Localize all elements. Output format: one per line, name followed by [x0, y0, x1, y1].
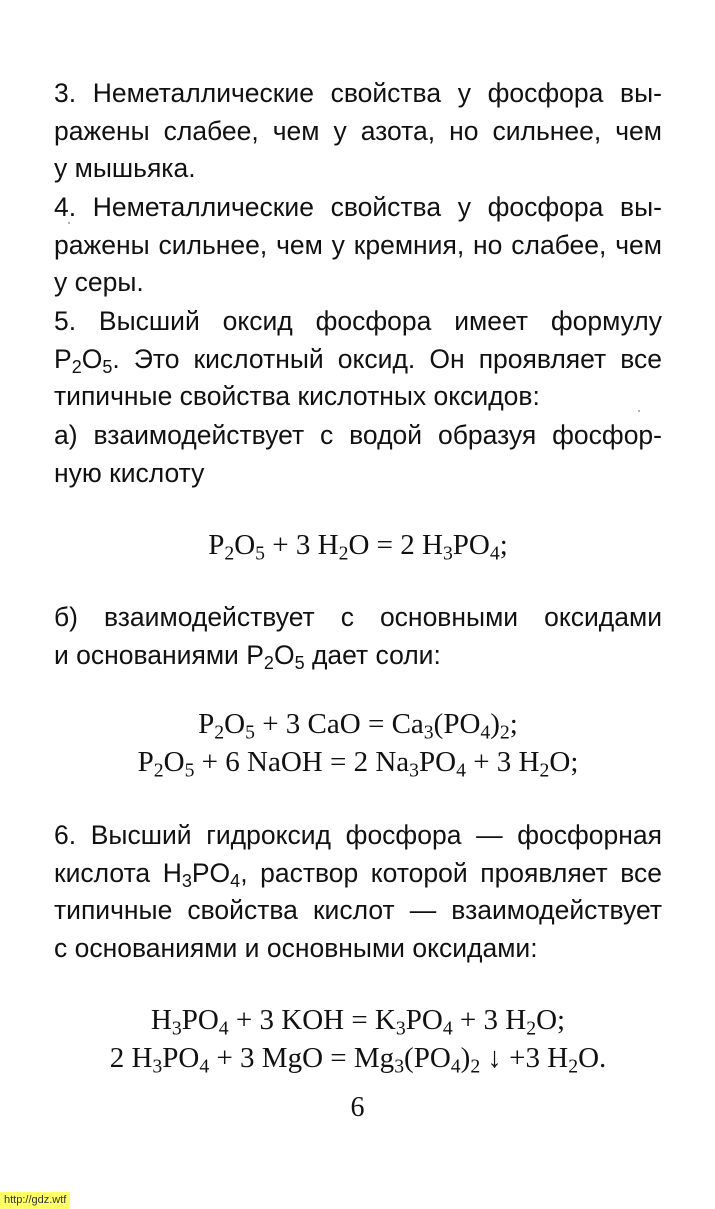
f: O	[224, 708, 246, 740]
s: 2	[338, 542, 349, 565]
subscript: 3	[181, 870, 192, 891]
text-line: ную кислоту	[54, 457, 205, 488]
text-line: 5. Высший оксид фосфора имеет формулу	[54, 306, 662, 336]
formula-3	[54, 743, 662, 781]
paragraph-3	[54, 75, 662, 188]
formula-1	[54, 526, 662, 564]
page-number: 6	[350, 1092, 365, 1123]
subscript: 5	[102, 356, 113, 377]
s: 4	[199, 1055, 210, 1078]
formula-4	[54, 1001, 662, 1039]
text-fragment: . Это кислотный оксид. Он проявляет все	[112, 343, 662, 374]
text-fragment: O	[273, 639, 295, 670]
f: + 6 NaOH = 2 Na	[194, 746, 410, 778]
f: )	[490, 708, 500, 740]
s: 4	[442, 1017, 453, 1040]
s: 3	[395, 1017, 406, 1040]
f: O.	[578, 1042, 607, 1074]
s: 5	[255, 542, 266, 565]
subscript: 2	[71, 356, 82, 377]
s: 2	[568, 1055, 579, 1078]
f: O;	[536, 1004, 566, 1036]
s: 2	[224, 542, 235, 565]
s: 5	[184, 759, 195, 782]
formula-2	[54, 705, 662, 743]
s: 4	[450, 1055, 461, 1078]
f: P	[208, 529, 225, 561]
text-fragment: O	[81, 343, 103, 374]
f: O;	[549, 746, 579, 778]
f: PO	[419, 746, 457, 778]
f: O	[234, 529, 256, 561]
f: + 3 CaO = Ca	[254, 708, 424, 740]
text-line: у мышьяка.	[54, 153, 196, 184]
text-fragment: дает соли:	[304, 639, 441, 670]
s: 4	[489, 542, 500, 565]
text-line: ражены сильнее, чем у кремния, но слабее, чем	[54, 229, 662, 260]
paragraph-5	[54, 303, 662, 416]
text-line: 6. Высший гидроксид фосфора — фосфорная	[54, 820, 662, 850]
text-line: 4. Неметаллические свойства у фосфора вы-	[54, 192, 662, 222]
f: P	[137, 746, 154, 778]
f: PO	[181, 1004, 219, 1036]
s: 3	[409, 759, 420, 782]
text-fragment: , раствор которой проявляет все	[240, 857, 662, 888]
f: P	[198, 708, 215, 740]
s: 3	[394, 1055, 405, 1078]
text-line: с основаниями и основными оксидами:	[54, 933, 538, 964]
f: 2 H	[109, 1042, 153, 1074]
paragraph-6	[54, 817, 662, 968]
s: 2	[214, 721, 225, 744]
f: (PO	[404, 1042, 451, 1074]
f: )	[460, 1042, 471, 1074]
f: + 3 H	[265, 529, 339, 561]
s: 2	[153, 759, 164, 782]
text-line: типичные свойства кислот — взаимодействует	[54, 895, 662, 926]
s: 5	[245, 721, 255, 744]
f: + 3 H	[465, 746, 540, 778]
s: 4	[218, 1017, 229, 1040]
subscript: 2	[263, 652, 274, 673]
scan-speck	[68, 222, 70, 224]
s: 3	[423, 721, 434, 744]
text-line: а) взаимодействует с водой образуя фосфор-	[54, 420, 662, 450]
s: 4	[456, 759, 466, 782]
f: O	[163, 746, 185, 778]
paragraph-4	[54, 189, 662, 302]
f: + 3 H	[452, 1004, 527, 1036]
scan-speck	[638, 410, 640, 412]
f: PO	[162, 1042, 200, 1074]
paragraph-b	[54, 599, 662, 674]
s: 2	[470, 1055, 481, 1078]
text-fragment: PO	[191, 857, 231, 888]
text-fragment: кислота H	[54, 857, 182, 888]
text-fragment: и основаниями P	[54, 639, 264, 670]
text-line	[54, 341, 662, 379]
text-line: типичные свойства кислотных оксидов:	[54, 381, 540, 412]
f: ;	[499, 529, 508, 561]
f: PO	[452, 529, 490, 561]
f: (PO	[433, 708, 481, 740]
s: 4	[480, 721, 491, 744]
f: O = 2 H	[348, 529, 443, 561]
paragraph-a	[54, 417, 662, 492]
text-line	[54, 855, 662, 893]
f: PO	[405, 1004, 443, 1036]
f: + 3 MgO = Mg	[209, 1042, 395, 1074]
text-line: 3. Неметаллические свойства у фосфора вы-	[54, 78, 662, 108]
text-line: у серы.	[54, 267, 144, 298]
text-fragment: P	[54, 343, 72, 374]
s: 2	[499, 721, 510, 744]
formula-5	[54, 1039, 662, 1077]
s: 2	[526, 1017, 537, 1040]
s: 3	[152, 1055, 163, 1078]
subscript: 5	[294, 652, 305, 673]
text-line: ражены слабее, чем у азота, но сильнее, чем	[54, 115, 662, 146]
f: ↓ +3 H	[480, 1042, 569, 1074]
watermark-link[interactable]: http://gdz.wtf	[0, 1192, 70, 1209]
s: 3	[171, 1017, 182, 1040]
s: 3	[442, 542, 453, 565]
f: + 3 KOH = K	[228, 1004, 396, 1036]
text-line	[54, 637, 662, 675]
subscript: 4	[230, 870, 241, 891]
s: 2	[539, 759, 550, 782]
f: H	[150, 1004, 172, 1036]
f: ;	[509, 708, 518, 740]
text-line: б) взаимодействует с основными оксидами	[54, 602, 662, 632]
